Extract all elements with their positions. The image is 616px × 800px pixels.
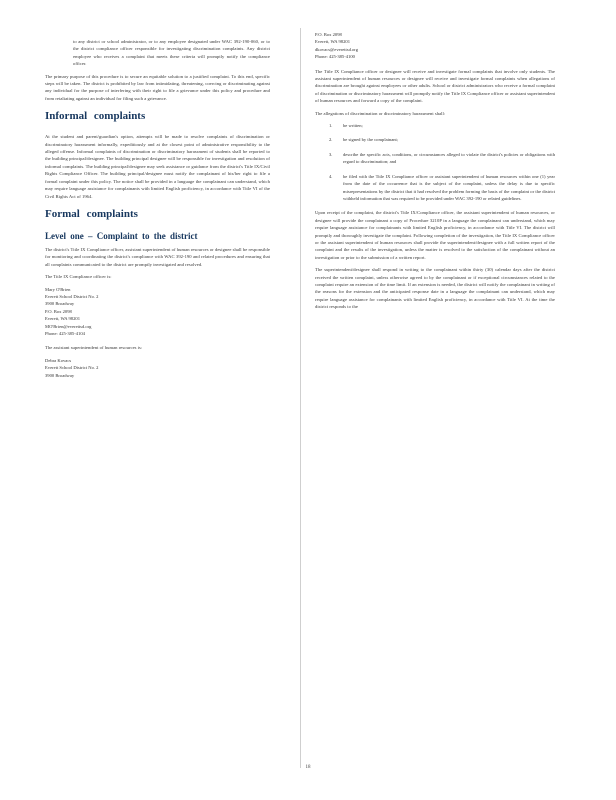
paragraph-upon-receipt: Upon receipt of the complaint, the district's Title IX/Compliance officer, the assistant superintendent of human resources, or designee will provide the complainant a copy of Procedure 3210P in a language the complainant can understand, which may require language assistance for complainants with limited English proficiency, in accordance with Title VI. The district will promptly and thoroughly investigate the complaint. Following completion of the investigation, the Title IX Compliance officer or the assistant superintendent of human resources shall provide the superintendent/designee with a full written report of the complaint and the results of the investigation, unless the matter is resolved to the satisfaction of the complainant without an investigation or prior to the submission of a written report. [315, 210, 555, 260]
paragraph-respond: The superintendent/designee shall respond in writing to the complainant within thirty (30) calendar days after the district received the written complaint, unless otherwise agreed to by the complainant or if exceptional circumstances related to the complaint require an extension of the time limit. If an extension is needed, the district will notify the complainant in writing of the reasons for the extension and the anticipated response date in a language the complainant can understand, which may require language assistance for complainants with limited English proficiency, in accordance with Title VI. At the time the district responds to the [315, 267, 555, 310]
list-item [315, 122, 555, 129]
list-number: 2. [329, 137, 333, 143]
list-item [315, 136, 555, 143]
list-text: describe the specific acts, conditions, or circumstances alleged to violate the district's policies or obligations with regard to discrimination; and [343, 151, 555, 165]
address-line: 3900 Broadway [45, 372, 75, 378]
list-number: 1. [329, 123, 333, 129]
heading-level-one: Level one – Complaint to the district [45, 230, 198, 241]
email-link[interactable]: dkovacs@everettsd.org [315, 46, 359, 52]
asst-address-continued [315, 31, 555, 61]
list-text: be signed by the complainant; [343, 137, 399, 143]
address-line: P.O. Box 2098 [45, 308, 72, 314]
list-text: be written; [343, 123, 363, 129]
paragraph-informal: At the student and parent/guardian's option, attempts will be made to resolve complaints of discrimination or discriminatory harassment informally, expeditiously and at the closest point of administrative responsibility to the alleged offense. Informal complaints of discrimination or discriminatory harassment of students shall be reported to the building principal/designee. The building principal designee will be responsible for investigation and resolution of informal complaints. The building principal/designee may seek assistance or guidance from the district's Title IX/Civil Rights Compliance Officer. The building principal/designee must notify the complainant of his/her right to file a formal complaint under this policy. The notice shall be provided in a language the complainant can understand, which may require language assistance for complainants with limited English proficiency, in accordance with Title VI of the Civil Rights Act of 1964. [45, 134, 270, 199]
email-link[interactable]: MO'Brien@everettsd.org [45, 323, 92, 329]
page-number: 18 [305, 765, 311, 770]
paragraph-level-one: The district's Title IX Compliance officer, assistant superintendent of human resources or designee shall be responsible for monitoring and coordinating the district's compliance with WAC 392-190 and related procedures and ensuring that all complaints communicated to the district are promptly investigated and resolved. [45, 246, 270, 267]
address-line: Everett, WA 98201 [45, 316, 80, 322]
officer-intro: The Title IX Compliance officer is: [45, 274, 112, 280]
address-line: Phone: 425-385-4100 [315, 54, 355, 60]
right-column [315, 31, 555, 316]
list-item [315, 151, 555, 166]
officer-address-block [45, 286, 270, 338]
heading-formal-complaints: Formal complaints [45, 207, 138, 220]
allegations-list [315, 122, 555, 202]
list-number: 4. [329, 173, 333, 179]
list-text: be filed with the Title IX Compliance officer or assistant superintendent of human resources within one (1) year from the date of the occurrence that is the subject of the complaint, unless the delay is due to specific misrepresentations by the district that it had resolved the problem forming the basis of the complaint or the district withheld information that was required to be provided under WAC 392-190 or related guidelines. [343, 173, 555, 201]
asst-intro: The assistant superintendent of human resources is: [45, 345, 143, 351]
address-line: 3900 Broadway [45, 301, 75, 307]
address-line: Mary O'Brien [45, 286, 71, 292]
list-number: 3. [329, 151, 333, 157]
address-line: Debra Kovacs [45, 357, 72, 363]
address-line: Phone: 425-385-4104 [45, 330, 85, 336]
paragraph-purpose: The primary purpose of this procedure is to secure an equitable solution to a justified complaint. To this end, specific steps will be taken. The district is prohibited by law from intimidating, threatening, coercing or discriminating against any individual for the purpose of interfering with their right to file a grievance under this policy and procedure and from retaliating against an individual for filing such a grievance. [45, 73, 270, 101]
address-line: Everett School District No. 2 [45, 293, 99, 299]
left-column [45, 38, 270, 386]
address-line: P.O. Box 2098 [315, 32, 342, 37]
address-line: Everett School District No. 2 [45, 365, 99, 371]
address-line: Everett, WA 98201 [315, 39, 350, 45]
list-item [315, 173, 555, 203]
paragraph-top-continuation: to any district or school administrator, or to any employee designated under WAC 392-190-060, or to the district compliance officer responsible for investigating discrimination complaints. Any district employee who receives a complaint that meets these criteria will promptly notify the compliance officer. [73, 39, 270, 67]
allegations-intro: The allegations of discrimination or discriminatory harassment shall: [315, 110, 446, 116]
column-divider [300, 28, 301, 768]
asst-address-block [45, 357, 270, 379]
heading-informal-complaints: Informal complaints [45, 110, 146, 123]
paragraph-receive: The Title IX Compliance officer or designee will receive and investigate formal complaints that involve only students. The assistant superintendent of human resources or designee will receive and investigate formal complaints when allegations of discrimination are brought against employees or other adults. School or district administrators who receive a formal complaint of discrimination or discriminatory harassment will promptly notify the Title IX Compliance officer or assistant superintendent of human resources and forward a copy of the complaint. [315, 68, 555, 104]
